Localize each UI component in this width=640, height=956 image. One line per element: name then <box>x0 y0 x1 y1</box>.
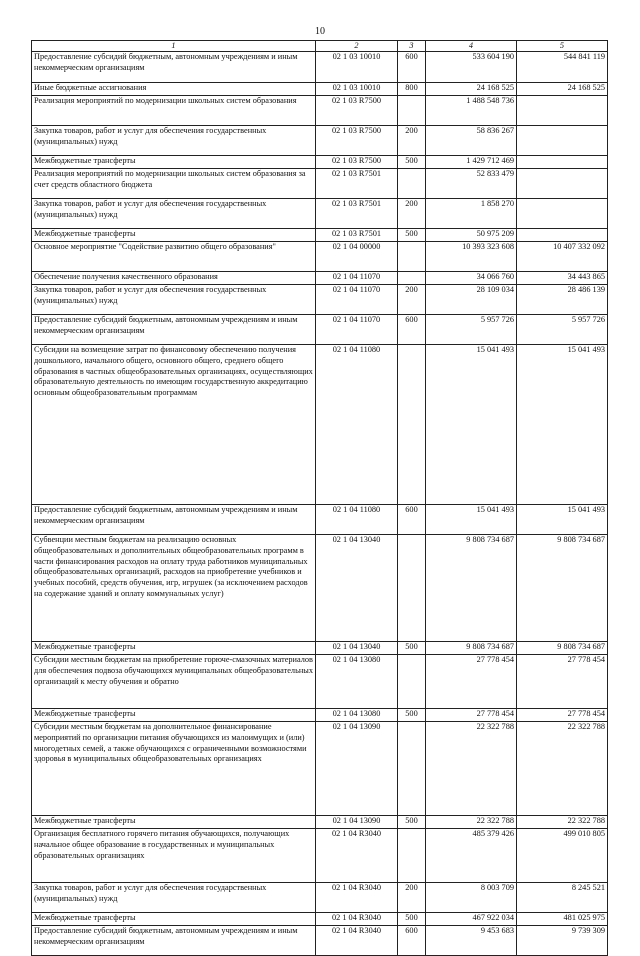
row-value-2: 15 041 493 <box>517 345 608 505</box>
row-name: Закупка товаров, работ и услуг для обеспечения государственных (муниципальных) нужд <box>32 883 316 913</box>
row-value-1: 22 322 788 <box>426 722 517 816</box>
table-row <box>32 913 608 926</box>
row-type: 600 <box>398 315 426 345</box>
row-type: 200 <box>398 285 426 315</box>
row-value-2: 27 778 454 <box>517 709 608 722</box>
row-type <box>398 96 426 126</box>
row-name: Организация бесплатного горячего питания обучающихся, получающих начальное общее образование в государственных и муниципальных образовательных организациях <box>32 829 316 883</box>
row-code: 02 1 04 11070 <box>316 285 398 315</box>
row-type <box>398 535 426 642</box>
row-value-1: 27 778 454 <box>426 655 517 709</box>
row-code: 02 1 04 13090 <box>316 722 398 816</box>
row-name: Субсидии местным бюджетам на приобретение горюче-смазочных материалов для обеспечения подвоза обучающихся муниципальных общеобразовательных организаций к месту обучения и обратно <box>32 655 316 709</box>
row-code: 02 1 04 R3040 <box>316 883 398 913</box>
row-value-2: 27 778 454 <box>517 655 608 709</box>
row-value-2: 481 025 975 <box>517 913 608 926</box>
row-value-1: 1 858 270 <box>426 199 517 229</box>
row-type: 500 <box>398 229 426 242</box>
table-row <box>32 229 608 242</box>
row-type: 500 <box>398 709 426 722</box>
row-code: 02 1 04 11080 <box>316 505 398 535</box>
row-name: Обеспечение получения качественного образования <box>32 272 316 285</box>
row-value-1: 15 041 493 <box>426 505 517 535</box>
row-value-2: 9 808 734 687 <box>517 642 608 655</box>
row-value-2: 8 245 521 <box>517 883 608 913</box>
row-code: 02 1 04 R3040 <box>316 926 398 956</box>
row-type: 600 <box>398 52 426 83</box>
table-row <box>32 883 608 913</box>
row-value-1: 27 778 454 <box>426 709 517 722</box>
table-row <box>32 199 608 229</box>
row-name: Межбюджетные трансферты <box>32 229 316 242</box>
row-value-1: 52 833 479 <box>426 169 517 199</box>
row-code: 02 1 04 11070 <box>316 315 398 345</box>
table-row <box>32 722 608 816</box>
row-type <box>398 829 426 883</box>
row-value-1: 34 066 760 <box>426 272 517 285</box>
row-value-2: 22 322 788 <box>517 722 608 816</box>
row-value-1: 1 488 548 736 <box>426 96 517 126</box>
row-value-1: 24 168 525 <box>426 83 517 96</box>
row-value-1: 50 975 209 <box>426 229 517 242</box>
row-name: Межбюджетные трансферты <box>32 913 316 926</box>
row-type: 200 <box>398 883 426 913</box>
header-col-5: 5 <box>517 41 608 52</box>
row-code: 02 1 04 13080 <box>316 655 398 709</box>
row-value-2: 15 041 493 <box>517 505 608 535</box>
row-name: Закупка товаров, работ и услуг для обеспечения государственных (муниципальных) нужд <box>32 199 316 229</box>
header-row <box>32 41 608 52</box>
row-value-2 <box>517 96 608 126</box>
header-col-2: 2 <box>316 41 398 52</box>
table-row <box>32 52 608 83</box>
row-name: Межбюджетные трансферты <box>32 816 316 829</box>
row-name: Предоставление субсидий бюджетным, автономным учреждениям и иным некоммерческим организациям <box>32 926 316 956</box>
row-value-2: 499 010 805 <box>517 829 608 883</box>
row-code: 02 1 03 R7500 <box>316 96 398 126</box>
table-row <box>32 535 608 642</box>
row-type: 800 <box>398 83 426 96</box>
row-name: Межбюджетные трансферты <box>32 156 316 169</box>
row-type: 200 <box>398 126 426 156</box>
table-row <box>32 829 608 883</box>
row-value-2: 9 808 734 687 <box>517 535 608 642</box>
table-row <box>32 655 608 709</box>
row-value-1: 8 003 709 <box>426 883 517 913</box>
row-value-2 <box>517 169 608 199</box>
table-row <box>32 169 608 199</box>
row-type: 500 <box>398 642 426 655</box>
row-code: 02 1 04 13040 <box>316 535 398 642</box>
row-value-2: 9 739 309 <box>517 926 608 956</box>
table-row <box>32 345 608 505</box>
table-row <box>32 709 608 722</box>
table-row <box>32 816 608 829</box>
header-col-3: 3 <box>398 41 426 52</box>
table-row <box>32 285 608 315</box>
row-type: 200 <box>398 199 426 229</box>
table-row <box>32 505 608 535</box>
row-value-1: 58 836 267 <box>426 126 517 156</box>
row-value-1: 9 453 683 <box>426 926 517 956</box>
row-name: Реализация мероприятий по модернизации школьных систем образования <box>32 96 316 126</box>
row-name: Межбюджетные трансферты <box>32 642 316 655</box>
row-value-2 <box>517 156 608 169</box>
row-value-2: 24 168 525 <box>517 83 608 96</box>
row-name: Предоставление субсидий бюджетным, автономным учреждениям и иным некоммерческим организациям <box>32 315 316 345</box>
row-type <box>398 242 426 272</box>
row-type <box>398 655 426 709</box>
row-type: 600 <box>398 926 426 956</box>
row-value-2: 5 957 726 <box>517 315 608 345</box>
row-type: 500 <box>398 816 426 829</box>
row-value-2 <box>517 126 608 156</box>
table-row <box>32 642 608 655</box>
row-code: 02 1 03 R7500 <box>316 156 398 169</box>
table-row <box>32 272 608 285</box>
row-name: Субсидии на возмещение затрат по финансовому обеспечению получения дошкольного, начального общего, основного общего, среднего общего образования в частных общеобразовательных организациях, осуществляющих образовательную деятельность по имеющим государственную аккредитацию основным общеобразовательным программам <box>32 345 316 505</box>
row-code: 02 1 04 13080 <box>316 709 398 722</box>
table-row <box>32 156 608 169</box>
row-value-2: 22 322 788 <box>517 816 608 829</box>
row-code: 02 1 03 10010 <box>316 52 398 83</box>
row-name: Субсидии местным бюджетам на дополнительное финансирование мероприятий по организации питания обучающихся из малоимущих и (или) многодетных семей, а также обучающихся с ограниченными возможностями здоровья в муниципальных общеобразовательных организациях <box>32 722 316 816</box>
row-value-2: 28 486 139 <box>517 285 608 315</box>
row-code: 02 1 04 R3040 <box>316 913 398 926</box>
row-code: 02 1 04 11080 <box>316 345 398 505</box>
row-value-1: 9 808 734 687 <box>426 642 517 655</box>
row-code: 02 1 03 R7500 <box>316 126 398 156</box>
row-name: Иные бюджетные ассигнования <box>32 83 316 96</box>
row-value-1: 533 604 190 <box>426 52 517 83</box>
row-value-1: 22 322 788 <box>426 816 517 829</box>
table-row <box>32 242 608 272</box>
row-value-2 <box>517 199 608 229</box>
row-type: 500 <box>398 156 426 169</box>
row-type <box>398 272 426 285</box>
budget-table <box>31 40 608 956</box>
row-name: Закупка товаров, работ и услуг для обеспечения государственных (муниципальных) нужд <box>32 285 316 315</box>
row-type <box>398 169 426 199</box>
row-value-2: 10 407 332 092 <box>517 242 608 272</box>
row-name: Предоставление субсидий бюджетным, автономным учреждениям и иным некоммерческим организациям <box>32 52 316 83</box>
row-type: 600 <box>398 505 426 535</box>
row-value-2 <box>517 229 608 242</box>
table-row <box>32 83 608 96</box>
row-value-1: 467 922 034 <box>426 913 517 926</box>
page-number: 10 <box>315 26 325 37</box>
row-type <box>398 722 426 816</box>
row-code: 02 1 03 R7501 <box>316 229 398 242</box>
row-name: Субвенции местным бюджетам на реализацию основных общеобразовательных и дополнительных общеобразовательных программ в части финансирования расходов на оплату труда работников муниципальных общеобразовательных организаций, расходов на приобретение учебников и учебных пособий, средств обучения, игр, игрушек (за исключением расходов на содержание зданий и оплату коммунальных услуг) <box>32 535 316 642</box>
row-value-2: 544 841 119 <box>517 52 608 83</box>
table-row <box>32 96 608 126</box>
row-code: 02 1 03 R7501 <box>316 199 398 229</box>
row-name: Реализация мероприятий по модернизации школьных систем образования за счет средств областного бюджета <box>32 169 316 199</box>
row-code: 02 1 03 R7501 <box>316 169 398 199</box>
row-name: Закупка товаров, работ и услуг для обеспечения государственных (муниципальных) нужд <box>32 126 316 156</box>
row-value-1: 15 041 493 <box>426 345 517 505</box>
row-value-1: 5 957 726 <box>426 315 517 345</box>
row-value-1: 10 393 323 608 <box>426 242 517 272</box>
row-code: 02 1 03 10010 <box>316 83 398 96</box>
row-name: Основное мероприятие "Содействие развитию общего образования" <box>32 242 316 272</box>
table-row <box>32 126 608 156</box>
row-type: 500 <box>398 913 426 926</box>
row-value-1: 1 429 712 469 <box>426 156 517 169</box>
row-code: 02 1 04 R3040 <box>316 829 398 883</box>
row-code: 02 1 04 00000 <box>316 242 398 272</box>
row-value-1: 9 808 734 687 <box>426 535 517 642</box>
row-code: 02 1 04 13040 <box>316 642 398 655</box>
row-name: Предоставление субсидий бюджетным, автономным учреждениям и иным некоммерческим организациям <box>32 505 316 535</box>
row-value-1: 485 379 426 <box>426 829 517 883</box>
table-row <box>32 926 608 956</box>
row-code: 02 1 04 13090 <box>316 816 398 829</box>
row-value-1: 28 109 034 <box>426 285 517 315</box>
header-col-4: 4 <box>426 41 517 52</box>
row-type <box>398 345 426 505</box>
table-row <box>32 315 608 345</box>
header-col-1: 1 <box>32 41 316 52</box>
row-value-2: 34 443 865 <box>517 272 608 285</box>
row-code: 02 1 04 11070 <box>316 272 398 285</box>
row-name: Межбюджетные трансферты <box>32 709 316 722</box>
